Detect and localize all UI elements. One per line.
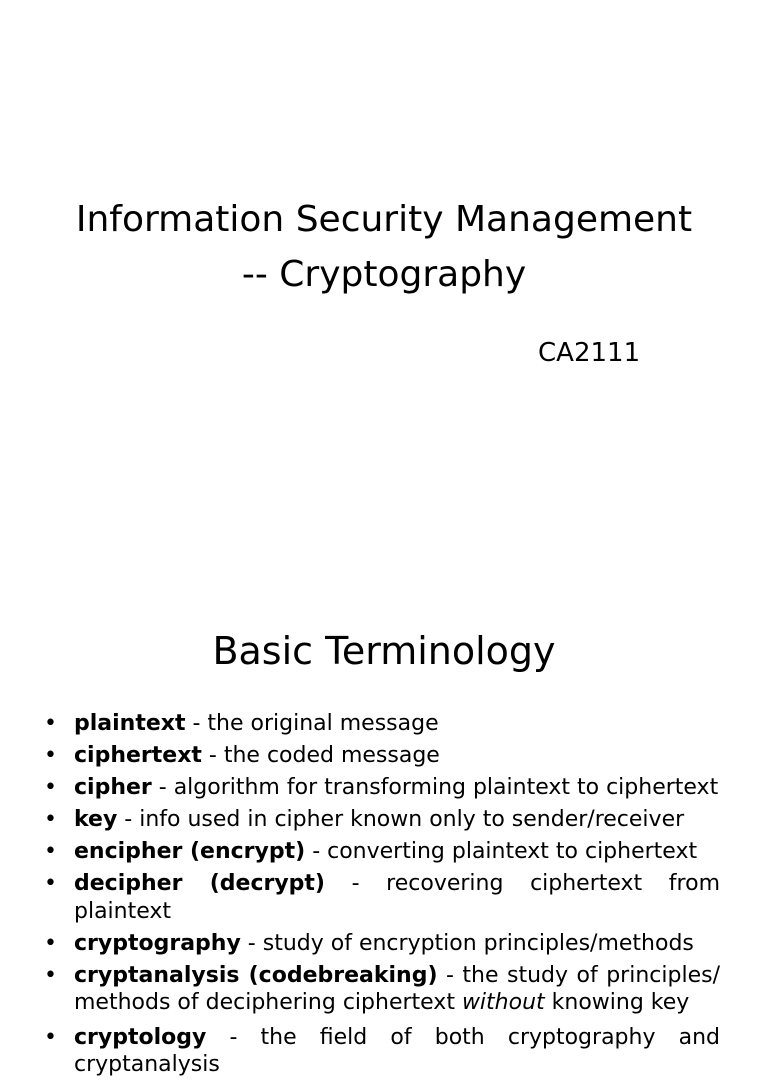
term-description: - algorithm for transforming plaintext to ciphertext (151, 775, 719, 800)
term-description: - info used in cipher known only to sender/receiver (117, 807, 685, 832)
term-label: cryptanalysis (codebreaking) (74, 963, 438, 988)
bullet-icon: • (44, 743, 57, 768)
bullet-icon: • (44, 931, 57, 956)
term-label: encipher (encrypt) (74, 839, 306, 864)
term-description-end: knowing key (544, 990, 690, 1015)
term-description: - study of encryption principles/methods (240, 931, 694, 956)
list-item (44, 1024, 720, 1078)
list-item (44, 774, 720, 802)
slide-title-heading: Basic Terminology (212, 629, 556, 673)
list-item (44, 710, 720, 738)
term-description: - converting plaintext to ciphertext (305, 839, 698, 864)
title-line-1: Information Security Management (75, 199, 693, 240)
slide-basic-terminology (0, 576, 768, 1077)
list-item (44, 742, 720, 770)
bullet-icon: • (44, 963, 57, 988)
term-description: - recovering ciphertext from plaintext (74, 871, 720, 924)
bullet-icon: • (44, 839, 57, 864)
term-label: cryptography (74, 931, 241, 956)
list-item (44, 806, 720, 834)
list-item (44, 838, 720, 866)
title-line-2: -- Cryptography (241, 254, 527, 295)
bullet-icon: • (44, 871, 57, 896)
bullet-icon: • (44, 1025, 57, 1050)
term-label: cryptology (74, 1025, 207, 1050)
terminology-list (44, 710, 720, 1082)
term-description: - the study of principles/ methods of deciphering ciphertext (74, 963, 720, 1015)
term-label: ciphertext (74, 743, 202, 768)
presentation-title (0, 192, 768, 302)
term-label: key (74, 807, 118, 832)
bullet-icon: • (44, 711, 57, 736)
term-label: decipher (decrypt) (74, 871, 325, 896)
list-item (44, 930, 720, 958)
bullet-icon: • (44, 775, 57, 800)
course-code: CA2111 (538, 338, 641, 368)
term-description: - the original message (185, 711, 439, 736)
term-description: - the field of both cryptography and cryptanalysis (74, 1025, 720, 1077)
list-item (44, 962, 720, 1016)
term-label: cipher (74, 775, 152, 800)
term-description: - the coded message (201, 743, 440, 768)
list-item (44, 870, 720, 926)
term-label: plaintext (74, 711, 186, 736)
term-emphasis: without (461, 990, 545, 1015)
bullet-icon: • (44, 807, 57, 832)
